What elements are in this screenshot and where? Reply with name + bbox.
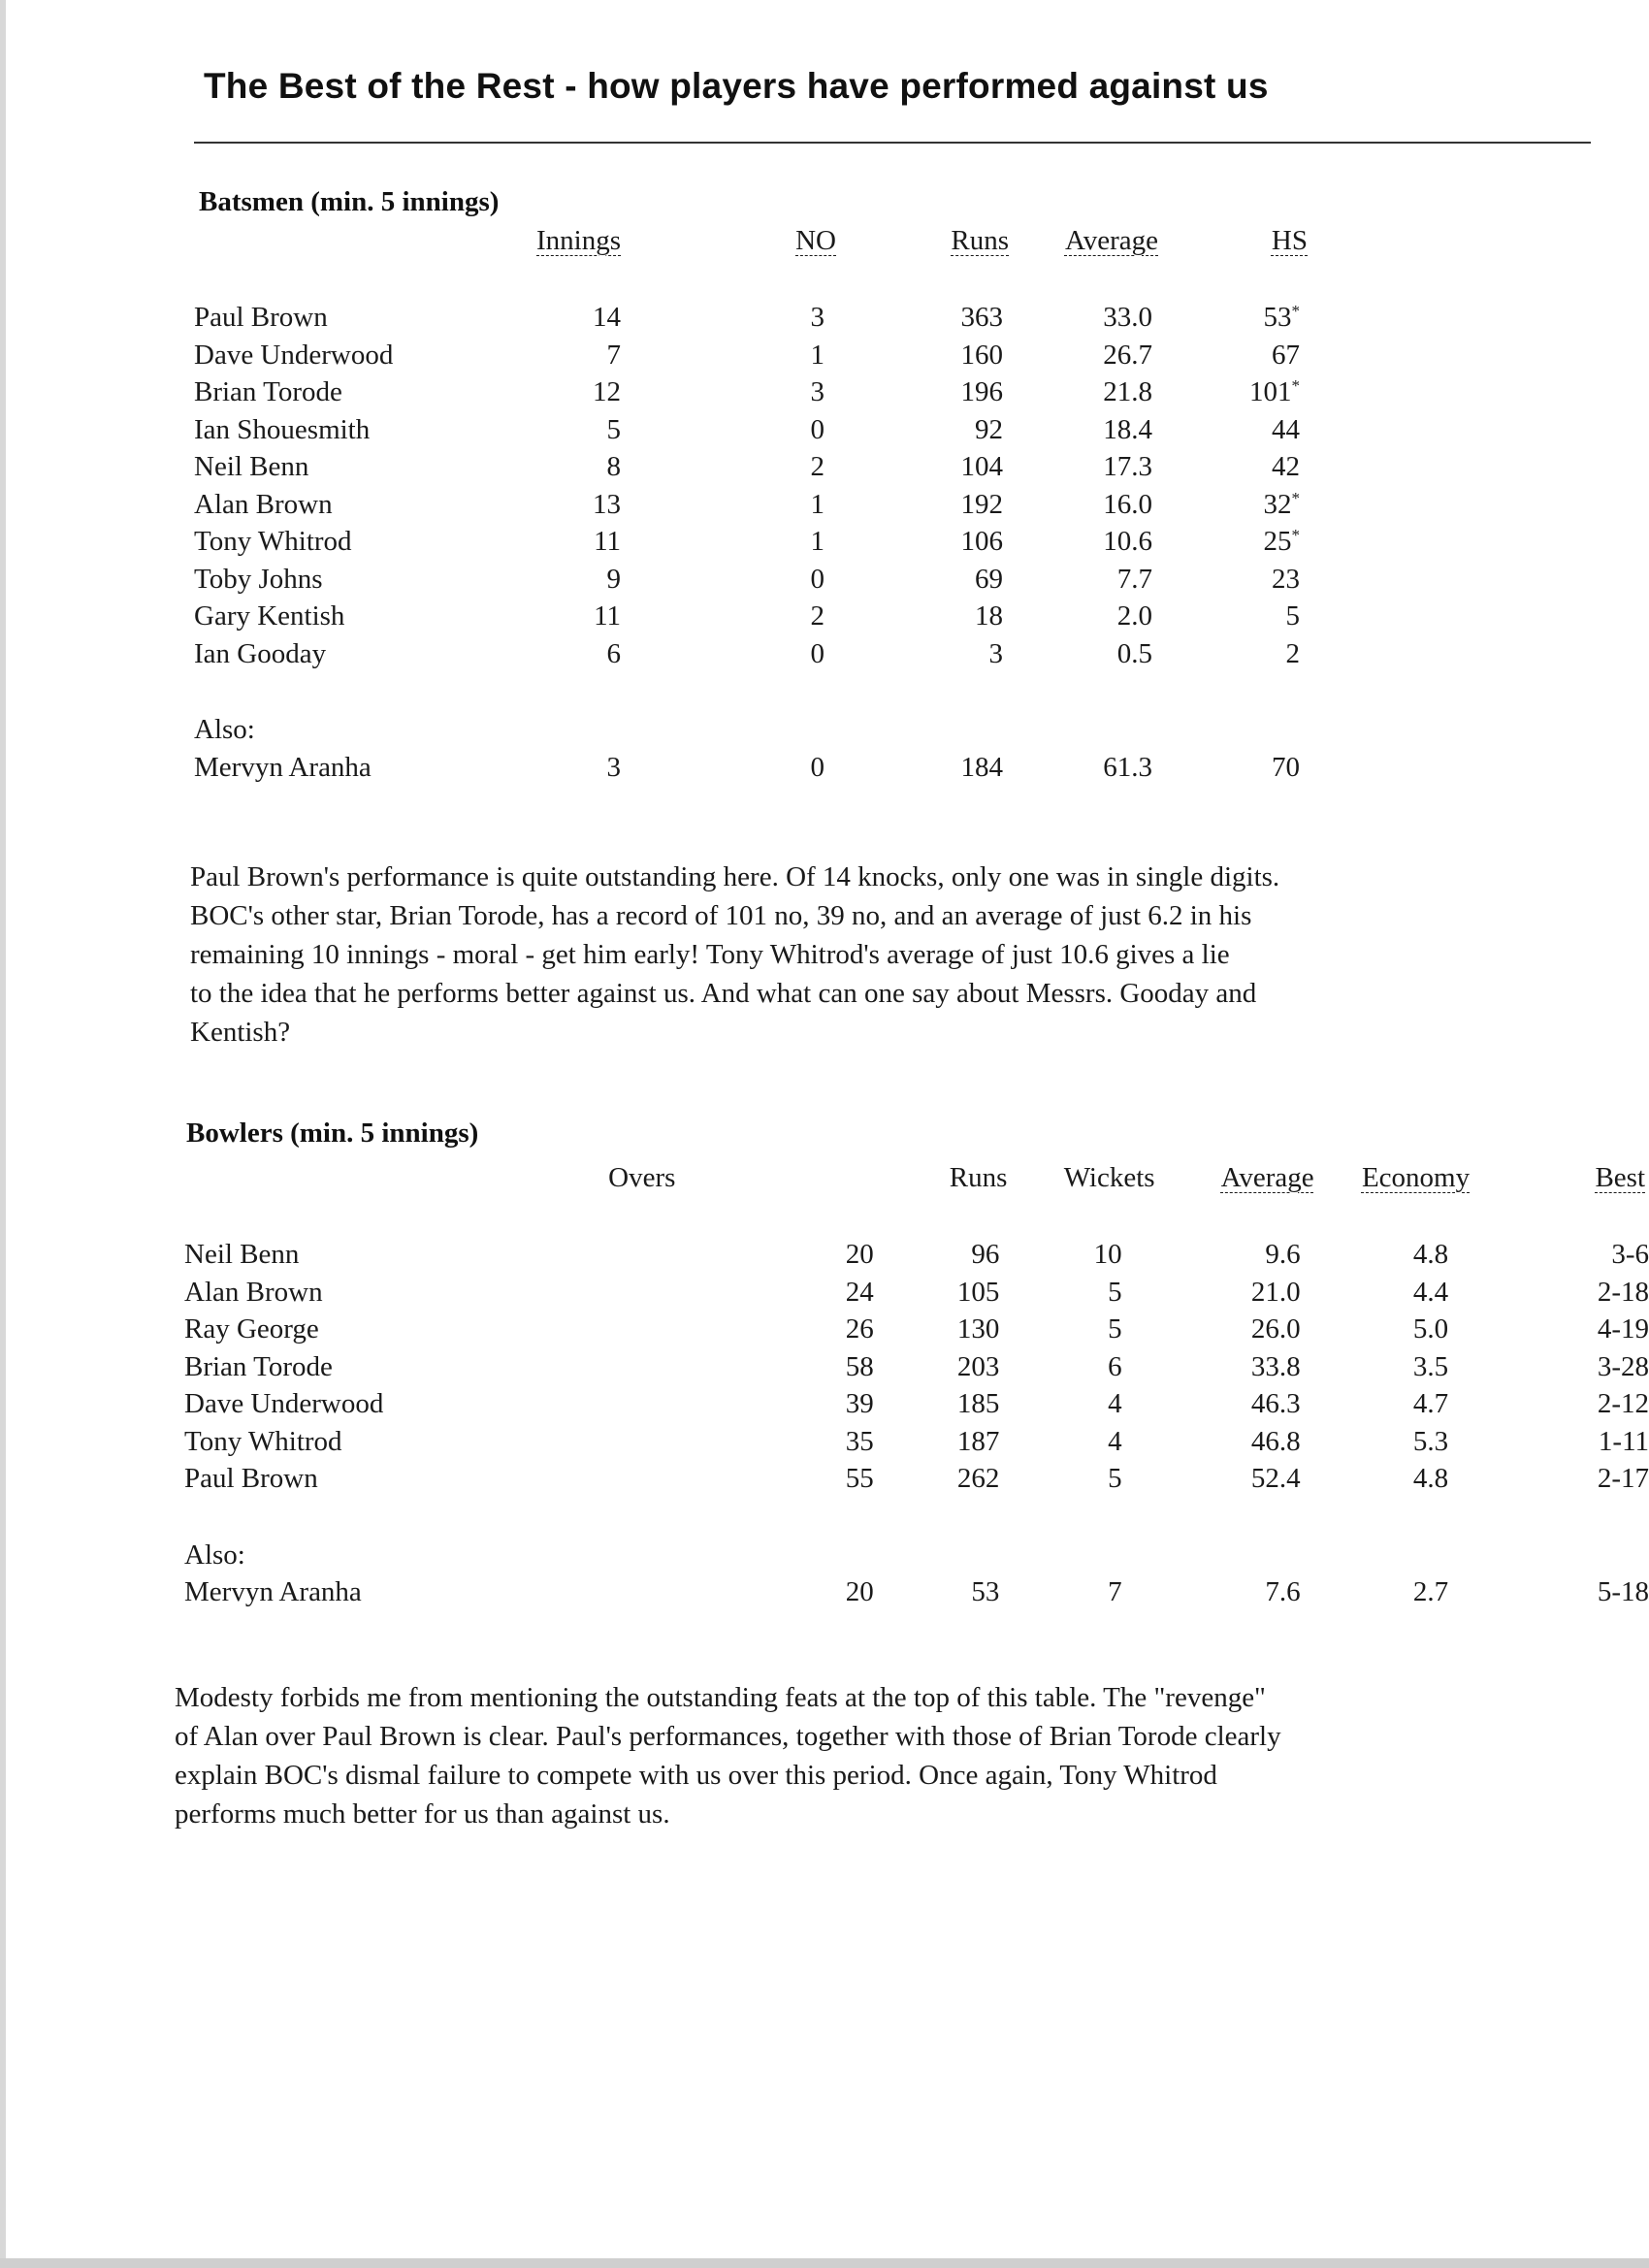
economy-cell: 4.7 (1412, 1388, 1449, 1419)
also-label-row (194, 711, 1319, 749)
economy-cell: 2.7 (1412, 1576, 1449, 1607)
not-out-cell: 2 (810, 600, 824, 632)
innings-cell: 14 (593, 302, 621, 333)
high-score-cell: 70 (1272, 751, 1300, 783)
bowlers-col-overs: Overs (608, 1162, 676, 1193)
wickets-cell: 5 (1108, 1313, 1122, 1345)
economy-cell: 4.4 (1412, 1276, 1449, 1308)
runs-cell: 18 (975, 600, 1003, 632)
table-row (184, 1236, 1649, 1274)
table-row (184, 1274, 1649, 1312)
bowlers-heading: Bowlers (min. 5 innings) (186, 1118, 479, 1149)
player-name: Paul Brown (194, 302, 328, 333)
best-cell: 3-6 (1611, 1239, 1649, 1270)
runs-cell: 363 (960, 302, 1003, 333)
bowlers-col-best: Best (1595, 1162, 1645, 1193)
overs-cell: 58 (845, 1350, 874, 1382)
player-name: Ian Gooday (194, 637, 327, 669)
high-score-cell: 32* (1263, 488, 1300, 520)
bowlers-col-runs: Runs (949, 1162, 1008, 1193)
runs-cell: 184 (960, 751, 1003, 783)
not-out-cell: 3 (810, 302, 824, 333)
bowlers-col-name (184, 1158, 472, 1236)
batsmen-commentary (190, 858, 1587, 1052)
average-cell: 33.0 (1103, 302, 1152, 333)
batsmen-commentary-line: Kentish? (190, 1017, 291, 1048)
best-cell: 2-17 (1597, 1463, 1649, 1494)
runs-cell: 92 (975, 413, 1003, 445)
not-out-cell: 0 (810, 751, 824, 783)
high-score-cell: 23 (1272, 563, 1300, 595)
table-row (194, 561, 1319, 599)
runs-cell: 203 (956, 1350, 1000, 1382)
not-out-marker: * (1291, 488, 1300, 507)
wickets-cell: 5 (1108, 1276, 1122, 1308)
player-name: Tony Whitrod (194, 526, 352, 557)
runs-cell: 192 (960, 488, 1003, 520)
batsmen-col-name (194, 221, 485, 299)
high-score-cell: 25* (1263, 526, 1300, 557)
batsmen-rows (194, 299, 1319, 786)
table-row (194, 411, 1319, 449)
player-name: Mervyn Aranha (194, 751, 372, 783)
scan-edge-left (0, 0, 6, 2268)
runs-cell: 185 (956, 1388, 1000, 1419)
high-score-cell: 44 (1272, 413, 1300, 445)
player-name: Toby Johns (194, 563, 323, 595)
average-cell: 26.7 (1103, 339, 1152, 371)
runs-cell: 105 (956, 1276, 1000, 1308)
high-score-cell: 101* (1249, 376, 1300, 407)
table-row (184, 1385, 1649, 1423)
runs-cell: 262 (956, 1463, 1000, 1494)
batsmen-col-average: Average (1064, 225, 1158, 256)
wickets-cell: 4 (1108, 1425, 1122, 1457)
average-cell: 46.8 (1250, 1425, 1301, 1457)
high-score-cell: 53* (1263, 302, 1300, 333)
innings-cell: 13 (593, 488, 621, 520)
best-cell: 2-12 (1597, 1388, 1649, 1419)
player-name: Dave Underwood (184, 1388, 384, 1419)
player-name: Dave Underwood (194, 339, 394, 371)
runs-cell: 104 (960, 451, 1003, 482)
player-name: Mervyn Aranha (184, 1576, 362, 1607)
also-label: Also: (194, 714, 255, 745)
bowlers-commentary-line: performs much better for us than against us. (175, 1798, 670, 1830)
bowlers-commentary-line: of Alan over Paul Brown is clear. Paul's performances, together with those of Brian Torode clearly (175, 1721, 1281, 1752)
best-cell: 4-19 (1597, 1313, 1649, 1345)
table-row (184, 1423, 1649, 1461)
bowlers-col-economy: Economy (1361, 1162, 1471, 1193)
best-cell: 3-28 (1597, 1350, 1649, 1382)
not-out-marker: * (1291, 526, 1300, 544)
batsmen-commentary-line: remaining 10 innings - moral - get him early! Tony Whitrod's average of just 10.6 gives a lie (190, 939, 1230, 970)
table-row (184, 1573, 1649, 1611)
economy-cell: 4.8 (1412, 1239, 1449, 1270)
scan-edge-bottom (0, 2258, 1649, 2268)
overs-cell: 20 (845, 1239, 874, 1270)
economy-cell: 5.0 (1412, 1313, 1449, 1345)
page-title: The Best of the Rest - how players have performed against us (204, 66, 1269, 106)
runs-cell: 130 (956, 1313, 1000, 1345)
not-out-marker: * (1291, 376, 1300, 395)
best-cell: 1-11 (1598, 1425, 1649, 1457)
high-score-cell: 5 (1285, 600, 1300, 632)
table-row (194, 598, 1319, 635)
not-out-cell: 1 (810, 339, 824, 371)
batsmen-col-hs: HS (1271, 225, 1308, 256)
runs-cell: 196 (960, 376, 1003, 407)
average-cell: 2.0 (1116, 600, 1152, 632)
average-cell: 7.7 (1116, 563, 1152, 595)
average-cell: 46.3 (1250, 1388, 1301, 1419)
average-cell: 21.0 (1250, 1276, 1301, 1308)
innings-cell: 12 (593, 376, 621, 407)
not-out-cell: 1 (810, 526, 824, 557)
overs-cell: 24 (845, 1276, 874, 1308)
best-cell: 5-18 (1597, 1576, 1649, 1607)
table-row (194, 373, 1319, 411)
innings-cell: 11 (594, 600, 621, 632)
economy-cell: 3.5 (1412, 1350, 1449, 1382)
overs-cell: 55 (845, 1463, 874, 1494)
batsmen-commentary-line: Paul Brown's performance is quite outstanding here. Of 14 knocks, only one was in single digits. (190, 861, 1280, 892)
wickets-cell: 7 (1108, 1576, 1122, 1607)
average-cell: 10.6 (1103, 526, 1152, 557)
not-out-marker: * (1291, 302, 1300, 320)
title-rule (194, 142, 1591, 144)
runs-cell: 96 (971, 1239, 1000, 1270)
runs-cell: 69 (975, 563, 1003, 595)
player-name: Brian Torode (184, 1350, 333, 1382)
row-spacer (184, 1498, 1649, 1537)
not-out-cell: 1 (810, 488, 824, 520)
batsmen-commentary-line: BOC's other star, Brian Torode, has a record of 101 no, 39 no, and an average of just 6.2 in his (190, 900, 1252, 931)
overs-cell: 26 (845, 1313, 874, 1345)
high-score-cell: 67 (1272, 339, 1300, 371)
best-cell: 2-18 (1597, 1276, 1649, 1308)
innings-cell: 7 (606, 339, 621, 371)
wickets-cell: 10 (1093, 1239, 1122, 1270)
batsmen-commentary-line: to the idea that he performs better against us. And what can one say about Messrs. Gooday and (190, 978, 1257, 1009)
not-out-cell: 0 (810, 563, 824, 595)
runs-cell: 187 (956, 1425, 1000, 1457)
table-row (194, 749, 1319, 787)
wickets-cell: 6 (1108, 1350, 1122, 1382)
average-cell: 0.5 (1116, 637, 1152, 669)
average-cell: 61.3 (1103, 751, 1152, 783)
table-row (184, 1460, 1649, 1498)
overs-cell: 20 (845, 1576, 874, 1607)
runs-cell: 160 (960, 339, 1003, 371)
bowlers-table (184, 1158, 1649, 1611)
batsmen-heading: Batsmen (min. 5 innings) (199, 186, 500, 217)
bowlers-col-wickets: Wickets (1063, 1162, 1155, 1193)
average-cell: 52.4 (1250, 1463, 1301, 1494)
overs-cell: 35 (845, 1425, 874, 1457)
innings-cell: 3 (606, 751, 621, 783)
not-out-cell: 3 (810, 376, 824, 407)
also-label-row (184, 1537, 1649, 1574)
not-out-cell: 2 (810, 451, 824, 482)
high-score-cell: 2 (1285, 637, 1300, 669)
average-cell: 16.0 (1103, 488, 1152, 520)
overs-cell: 39 (845, 1388, 874, 1419)
high-score-cell: 42 (1272, 451, 1300, 482)
wickets-cell: 4 (1108, 1388, 1122, 1419)
runs-cell: 53 (971, 1576, 1000, 1607)
also-label: Also: (184, 1539, 245, 1571)
batsmen-col-runs: Runs (951, 225, 1009, 256)
table-row (184, 1348, 1649, 1386)
economy-cell: 4.8 (1412, 1463, 1449, 1494)
economy-cell: 5.3 (1412, 1425, 1449, 1457)
average-cell: 33.8 (1250, 1350, 1301, 1382)
bowlers-rows (184, 1236, 1649, 1611)
innings-cell: 8 (606, 451, 621, 482)
not-out-cell: 0 (810, 413, 824, 445)
average-cell: 26.0 (1250, 1313, 1301, 1345)
bowlers-commentary (175, 1678, 1581, 1833)
player-name: Paul Brown (184, 1463, 318, 1494)
innings-cell: 6 (606, 637, 621, 669)
innings-cell: 5 (606, 413, 621, 445)
table-row (184, 1311, 1649, 1348)
player-name: Gary Kentish (194, 600, 345, 632)
runs-cell: 3 (988, 637, 1003, 669)
table-row (194, 299, 1319, 337)
innings-cell: 9 (606, 563, 621, 595)
bowlers-col-average: Average (1220, 1162, 1314, 1193)
table-row (194, 486, 1319, 524)
player-name: Tony Whitrod (184, 1425, 342, 1457)
average-cell: 9.6 (1265, 1239, 1301, 1270)
runs-cell: 106 (960, 526, 1003, 557)
row-spacer (194, 672, 1319, 711)
player-name: Alan Brown (194, 488, 333, 520)
average-cell: 7.6 (1265, 1576, 1301, 1607)
player-name: Neil Benn (194, 451, 309, 482)
player-name: Brian Torode (194, 376, 342, 407)
table-row (194, 448, 1319, 486)
batsmen-col-innings: Innings (536, 225, 621, 256)
bowlers-commentary-line: explain BOC's dismal failure to compete with us over this period. Once again, Tony Whitrod (175, 1760, 1217, 1791)
player-name: Neil Benn (184, 1239, 300, 1270)
not-out-cell: 0 (810, 637, 824, 669)
player-name: Alan Brown (184, 1276, 323, 1308)
wickets-cell: 5 (1108, 1463, 1122, 1494)
table-row (194, 337, 1319, 374)
batsmen-table (194, 221, 1319, 786)
player-name: Ian Shouesmith (194, 413, 371, 445)
average-cell: 17.3 (1103, 451, 1152, 482)
average-cell: 18.4 (1103, 413, 1152, 445)
batsmen-col-no: NO (795, 225, 836, 256)
innings-cell: 11 (594, 526, 621, 557)
table-row (194, 523, 1319, 561)
bowlers-commentary-line: Modesty forbids me from mentioning the outstanding feats at the top of this table. The "revenge" (175, 1682, 1266, 1713)
table-row (194, 635, 1319, 673)
player-name: Ray George (184, 1313, 319, 1345)
average-cell: 21.8 (1103, 376, 1152, 407)
